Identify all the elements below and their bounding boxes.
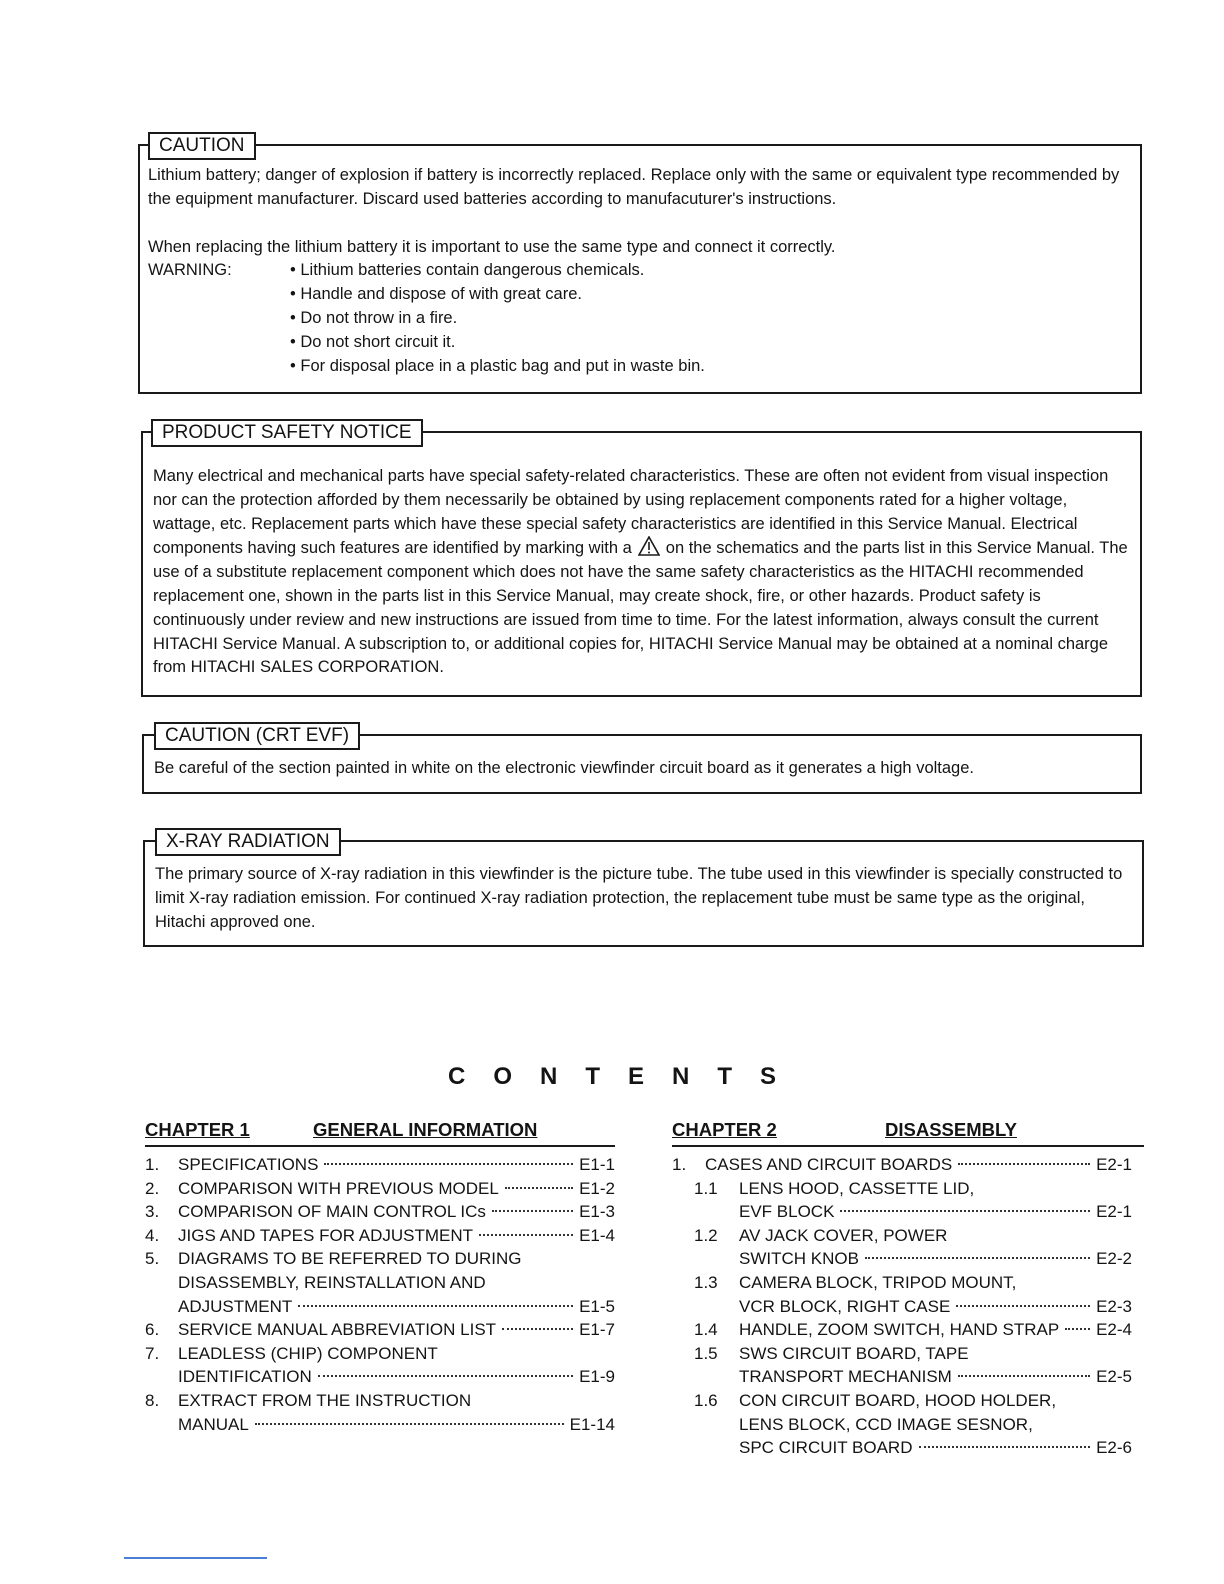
toc-entry xyxy=(145,1342,615,1389)
toc-entry-page: E1-14 xyxy=(569,1414,615,1434)
toc-leader-dots xyxy=(318,1375,573,1377)
toc-leader-dots xyxy=(840,1210,1090,1212)
toc-leader-dots xyxy=(492,1210,573,1212)
toc-entry xyxy=(672,1271,1144,1318)
toc-entry-title: COMPARISON WITH PREVIOUS MODEL xyxy=(178,1178,499,1198)
caution-crt-evf-text: Be careful of the section painted in white on the electronic viewfinder circuit board as it generates a high voltage. xyxy=(154,759,974,777)
toc-entry xyxy=(672,1153,1144,1177)
toc-entry-page: E2-3 xyxy=(1096,1296,1132,1316)
toc-entry-page: E2-2 xyxy=(1096,1249,1132,1269)
toc-entry xyxy=(145,1153,615,1177)
chapter-1-name: GENERAL INFORMATION xyxy=(313,1119,538,1140)
toc-entry-title: TRANSPORT MECHANISM xyxy=(739,1367,952,1387)
toc-entry-number: 1.4 xyxy=(694,1320,718,1340)
toc-leader-dots xyxy=(505,1187,573,1189)
toc-entry-page: E1-7 xyxy=(579,1320,615,1340)
toc-entry-page: E1-5 xyxy=(579,1296,615,1316)
toc-leader-dots xyxy=(865,1257,1090,1259)
toc-entry-page: E1-3 xyxy=(579,1202,615,1222)
toc-leader-dots xyxy=(956,1305,1090,1307)
footer-rule xyxy=(124,1557,267,1559)
toc-entry-number: 5. xyxy=(145,1249,160,1269)
toc-entry-page: E2-1 xyxy=(1096,1155,1132,1174)
caution-crt-evf-title: CAUTION (CRT EVF) xyxy=(154,722,360,750)
toc-entry-number: 1.2 xyxy=(694,1225,718,1245)
toc-entry xyxy=(672,1318,1144,1342)
toc-leader-dots xyxy=(324,1163,573,1165)
toc-entry-title: CAMERA BLOCK, TRIPOD MOUNT, xyxy=(739,1272,1017,1292)
caution-crt-evf-box xyxy=(142,725,1142,794)
caution-paragraph-replacing: When replacing the lithium battery it is important to use the same type and connect it correctly. xyxy=(148,237,836,256)
chapter-2-column xyxy=(672,1118,1144,1460)
toc-leader-dots xyxy=(919,1446,1091,1448)
toc-entry-title: VCR BLOCK, RIGHT CASE xyxy=(739,1296,951,1316)
toc-entry xyxy=(145,1318,615,1342)
toc-entry-title: LEADLESS (CHIP) COMPONENT xyxy=(178,1343,438,1363)
toc-entry-number: 7. xyxy=(145,1343,160,1363)
toc-entry-title: IDENTIFICATION xyxy=(178,1367,312,1387)
toc-entry-title: LENS HOOD, CASSETTE LID, xyxy=(739,1178,975,1198)
warning-bullet: • For disposal place in a plastic bag and put in waste bin. xyxy=(290,355,705,379)
toc-leader-dots xyxy=(502,1328,573,1330)
chapter-1-heading xyxy=(145,1118,615,1147)
toc-entry-number: 1. xyxy=(672,1155,687,1174)
toc-entry-title: JIGS AND TAPES FOR ADJUSTMENT xyxy=(178,1225,474,1245)
toc-entry-page: E2-1 xyxy=(1096,1202,1132,1222)
toc-entry-page: E1-1 xyxy=(579,1155,615,1174)
toc-entry xyxy=(672,1177,1144,1224)
toc-entry-number: 6. xyxy=(145,1320,160,1340)
toc-entry-title: DIAGRAMS TO BE REFERRED TO DURING xyxy=(178,1249,522,1269)
toc-entry-title: EXTRACT FROM THE INSTRUCTION xyxy=(178,1390,472,1410)
toc-entry xyxy=(672,1224,1144,1271)
toc-entry-number: 8. xyxy=(145,1390,160,1410)
chapter-1-label: CHAPTER 1 xyxy=(145,1119,250,1140)
x-ray-radiation-text: The primary source of X-ray radiation in this viewfinder is the picture tube. The tube used in this viewfinder is specially constructed to limit X-ray radiation emission. For continued X-ray radiation protection, the replacement tube must be same type as the original, Hitachi approved one. xyxy=(155,865,1123,931)
toc-entry-number: 1.5 xyxy=(694,1343,718,1363)
toc-entry-title: MANUAL xyxy=(178,1414,249,1434)
toc-entry-page: E1-4 xyxy=(579,1225,615,1245)
toc-entry-page: E2-4 xyxy=(1096,1320,1132,1340)
toc-entry xyxy=(145,1389,615,1436)
toc-entry xyxy=(145,1247,615,1318)
toc-entry-page: E2-6 xyxy=(1096,1438,1132,1458)
warning-bullet: • Do not short circuit it. xyxy=(290,331,705,355)
caution-box xyxy=(138,135,1142,394)
chapter-2-name: DISASSEMBLY xyxy=(885,1119,1017,1140)
toc-leader-dots xyxy=(298,1305,573,1307)
product-safety-notice-text: Many electrical and mechanical parts have special safety-related characteristics. These are often not evident from visual inspection nor can the protection afforded by them necessarily be obtained by using replacement components rated for a higher voltage, wattage, etc. Replacement parts which have these special safety characteristics are identified in this Service Manual. Electrical components having such features are identified by marking with a on the schematics and the parts list in this Service Manual. The use of a substitute replacement component which does not have the same safety characteristics as the HITACHI recommended replacement one, shown in the parts list in this Service Manual, may create shock, fire, or other hazards. Product safety is continuously under review and new instructions are issued from time to time. For the latest information, always consult the current HITACHI Service Manual. A subscription to, or additional copies for, HITACHI Service Manual may be obtained at a nominal charge from HITACHI SALES CORPORATION. xyxy=(153,467,1128,677)
toc-entry-number: 2. xyxy=(145,1178,160,1198)
toc-entry-page: E2-5 xyxy=(1096,1367,1132,1387)
toc-entry-title: ADJUSTMENT xyxy=(178,1296,293,1316)
toc-entry-title: CASES AND CIRCUIT BOARDS xyxy=(705,1155,953,1174)
chapter-2-heading xyxy=(672,1118,1144,1147)
contents-heading: CONTENTS xyxy=(448,1063,804,1090)
toc-entry-page: E1-2 xyxy=(579,1178,615,1198)
product-safety-notice-box xyxy=(141,422,1142,697)
toc-entry-title: SWS CIRCUIT BOARD, TAPE xyxy=(739,1343,969,1363)
toc-entry-title: HANDLE, ZOOM SWITCH, HAND STRAP xyxy=(739,1320,1060,1340)
toc-entry-title: LENS BLOCK, CCD IMAGE SESNOR, xyxy=(739,1414,1033,1434)
warning-bullet: • Handle and dispose of with great care. xyxy=(290,283,705,307)
toc-entry-title: CON CIRCUIT BOARD, HOOD HOLDER, xyxy=(739,1390,1057,1410)
toc-leader-dots xyxy=(958,1163,1090,1165)
toc-entry-title: SPECIFICATIONS xyxy=(178,1155,319,1174)
toc-entry xyxy=(145,1200,615,1224)
toc-leader-dots xyxy=(1065,1328,1090,1330)
toc-leader-dots xyxy=(479,1234,573,1236)
toc-entry-number: 3. xyxy=(145,1202,160,1222)
toc-entry xyxy=(672,1389,1144,1460)
warning-label: WARNING: xyxy=(148,261,232,280)
toc-entry-number: 1. xyxy=(145,1155,160,1174)
warning-bullet: • Do not throw in a fire. xyxy=(290,307,705,331)
toc-entry xyxy=(145,1224,615,1248)
x-ray-radiation-title: X-RAY RADIATION xyxy=(155,828,341,856)
toc-entry-title: SWITCH KNOB xyxy=(739,1249,859,1269)
toc-entry-title: DISASSEMBLY, REINSTALLATION AND xyxy=(178,1272,486,1292)
toc-entry-number: 4. xyxy=(145,1225,160,1245)
toc-leader-dots xyxy=(255,1423,564,1425)
toc-leader-dots xyxy=(958,1375,1090,1377)
toc-entry-title: EVF BLOCK xyxy=(739,1202,835,1222)
x-ray-radiation-box xyxy=(143,831,1144,947)
chapter-1-column xyxy=(145,1118,615,1436)
toc-entry xyxy=(145,1177,615,1201)
caution-paragraph-battery: Lithium battery; danger of explosion if battery is incorrectly replaced. Replace only with the same or equivalent type recommended by the equipment manufacturer. Discard used batteries according to manufacuturer's instructions. xyxy=(148,166,1120,208)
caution-title: CAUTION xyxy=(148,132,256,160)
chapter-2-label: CHAPTER 2 xyxy=(672,1119,777,1140)
toc-entry-number: 1.6 xyxy=(694,1390,718,1410)
chapter-2-toc xyxy=(672,1153,1144,1460)
safety-warning-triangle-icon xyxy=(638,536,660,556)
toc-entry-title: COMPARISON OF MAIN CONTROL ICs xyxy=(178,1202,486,1222)
toc-entry xyxy=(672,1342,1144,1389)
toc-entry-title: SERVICE MANUAL ABBREVIATION LIST xyxy=(178,1320,497,1340)
toc-entry-title: AV JACK COVER, POWER xyxy=(739,1225,948,1245)
toc-entry-number: 1.3 xyxy=(694,1272,718,1292)
toc-entry-title: SPC CIRCUIT BOARD xyxy=(739,1438,913,1458)
warning-bullet: • Lithium batteries contain dangerous chemicals. xyxy=(290,259,705,283)
product-safety-notice-title: PRODUCT SAFETY NOTICE xyxy=(151,419,423,447)
warning-bullet-list xyxy=(290,259,705,378)
chapter-1-toc xyxy=(145,1153,615,1436)
toc-entry-number: 1.1 xyxy=(694,1178,718,1198)
toc-entry-page: E1-9 xyxy=(579,1367,615,1387)
